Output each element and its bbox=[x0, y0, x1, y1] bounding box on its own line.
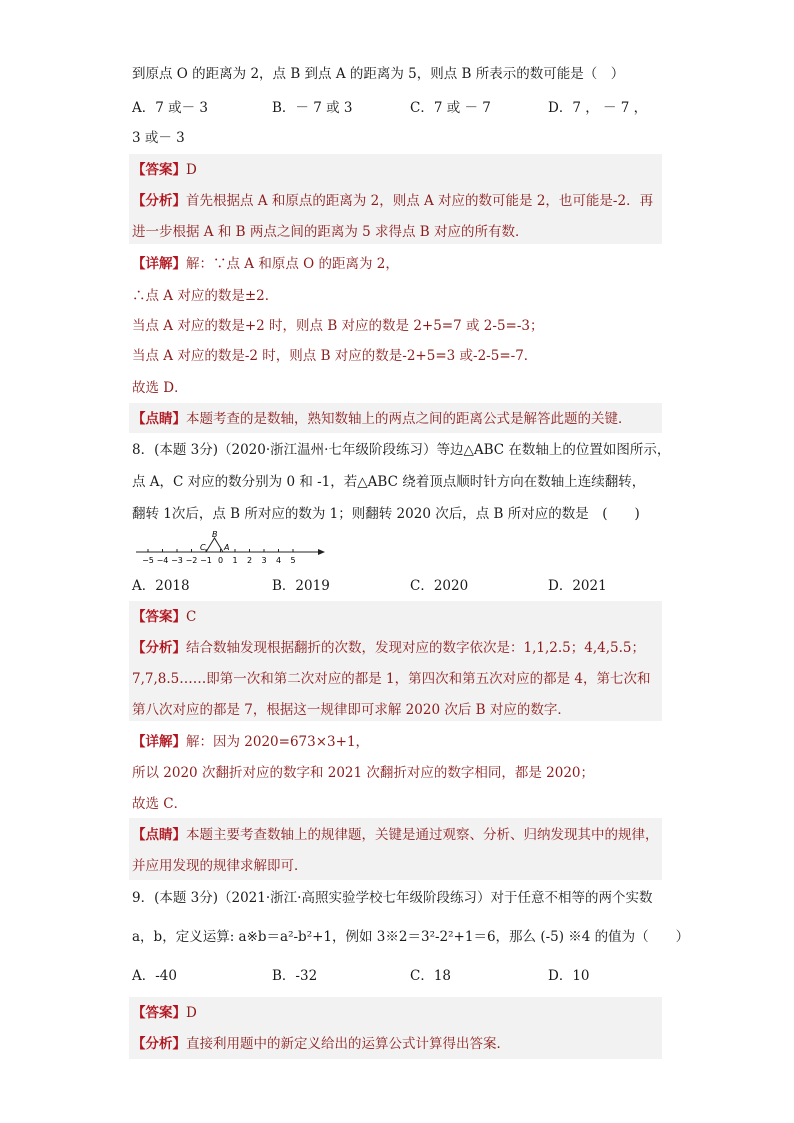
tick-label: −4 bbox=[156, 556, 169, 565]
answer-tag: 【答案】 bbox=[132, 1005, 186, 1021]
q9-stem-2: a，b，定义运算: a※b＝a²-b²+1，例如 3※2＝3²-2²+1＝6，那么 (-5) ※4 的值为（ ） bbox=[132, 929, 690, 945]
label-a: A bbox=[224, 543, 230, 552]
tick-label: 2 bbox=[246, 556, 253, 565]
q8-detail-1 bbox=[132, 732, 369, 752]
answer-value: D bbox=[186, 162, 197, 178]
analysis-text: 结合数轴发现根据翻折的次数，发现对应的数字依次是：1,1,2.5；4,4,5.5； bbox=[186, 640, 645, 656]
tick-label: 0 bbox=[217, 556, 224, 565]
tick-label: −1 bbox=[200, 556, 212, 565]
detail-text: 解：∵点 A 和原点 O 的距离为 2， bbox=[186, 256, 399, 272]
tick-label: −2 bbox=[185, 556, 198, 565]
q7-detail-1 bbox=[132, 254, 399, 274]
tick-label: −5 bbox=[142, 556, 154, 565]
q7-option-d-cont: 3 或－ 3 bbox=[132, 130, 185, 146]
q8-comment-1 bbox=[132, 825, 659, 845]
q7-option-b: B．－ 7 或 3 bbox=[272, 100, 353, 116]
answer-value: D bbox=[186, 1005, 197, 1021]
q8-option-d: D．2021 bbox=[548, 578, 607, 594]
tick-label: 4 bbox=[275, 556, 282, 565]
answer-value: C bbox=[186, 609, 197, 625]
q8-analysis-1 bbox=[132, 638, 645, 658]
answer-tag: 【答案】 bbox=[132, 162, 186, 178]
q7-analysis-1 bbox=[132, 191, 653, 211]
detail-tag: 【详解】 bbox=[132, 734, 186, 750]
tick-label: 3 bbox=[261, 556, 267, 565]
answer-tag: 【答案】 bbox=[132, 609, 186, 625]
q7-detail-4: 当点 A 对应的数是-2 时，则点 B 对应的数是-2+5=3 或-2-5=-7． bbox=[132, 348, 538, 364]
label-c: C bbox=[200, 543, 206, 552]
q8-answer bbox=[132, 607, 196, 627]
q7-comment bbox=[132, 409, 632, 429]
q8-detail-3: 故选 C． bbox=[132, 796, 188, 812]
detail-text: 解：因为 2020=673×3+1， bbox=[186, 734, 370, 750]
number-line-arrow bbox=[318, 549, 325, 555]
q7-option-d: D．7 ， － 7 ， bbox=[548, 100, 648, 116]
q8-analysis-3: 第八次对应的都是 7，根据这一规律即可求解 2020 次后 B 对应的数字． bbox=[132, 702, 571, 718]
comment-text: 本题考查的是数轴，熟知数轴上的两点之间的距离公式是解答此题的关键． bbox=[186, 411, 632, 427]
analysis-tag: 【分析】 bbox=[132, 640, 186, 656]
q8-option-c: C．2020 bbox=[410, 578, 469, 594]
q8-option-b: B．2019 bbox=[272, 578, 330, 594]
detail-tag: 【详解】 bbox=[132, 256, 186, 272]
q9-option-c: C．18 bbox=[410, 968, 452, 984]
comment-tag: 【点睛】 bbox=[132, 827, 186, 843]
q9-stem-1: 9．(本题 3分)（2021·浙江·高照实验学校七年级阶段练习）对于任意不相等的两个实数 bbox=[132, 890, 653, 906]
q8-detail-2: 所以 2020 次翻折对应的数字和 2021 次翻折对应的数字相同，都是 2020； bbox=[132, 765, 595, 781]
q8-comment-2: 并应用发现的规律求解即可． bbox=[132, 858, 308, 874]
number-line-figure bbox=[136, 530, 326, 570]
q7-stem: 到原点 O 的距离为 2，点 B 到点 A 的距离为 5，则点 B 所表示的数可能是（ ） bbox=[132, 66, 625, 82]
q9-answer bbox=[132, 1003, 197, 1023]
comment-tag: 【点睛】 bbox=[132, 411, 186, 427]
q8-analysis-2: 7,7,8.5……即第一次和第二次对应的都是 1，第四次和第五次对应的都是 4，第七次和 bbox=[132, 671, 651, 687]
tick-label: 5 bbox=[290, 556, 296, 565]
q8-stem-3: 翻转 1次后，点 B 所对应的数为 1；则翻转 2020 次后，点 B 所对应的数是 ( ) bbox=[132, 506, 640, 522]
q7-answer bbox=[132, 160, 197, 180]
number-line-ticks bbox=[142, 549, 295, 565]
q9-option-d: D．10 bbox=[548, 968, 590, 984]
analysis-tag: 【分析】 bbox=[132, 1036, 186, 1052]
tick-label: 1 bbox=[232, 556, 238, 565]
q9-option-a: A．-40 bbox=[132, 968, 177, 984]
q7-option-a: A．7 或－ 3 bbox=[132, 100, 209, 116]
label-b: B bbox=[212, 530, 218, 539]
q7-option-c: C．7 或 － 7 bbox=[410, 100, 491, 116]
comment-text: 本题主要考查数轴上的规律题，关键是通过观察、分析、归纳发现其中的规律， bbox=[186, 827, 659, 843]
q9-option-b: B．-32 bbox=[272, 968, 318, 984]
tick-label: −3 bbox=[171, 556, 183, 565]
q8-option-a: A．2018 bbox=[132, 578, 190, 594]
q9-analysis-1 bbox=[132, 1034, 510, 1054]
q7-detail-2: ∴点 A 对应的数是±2． bbox=[132, 288, 279, 304]
analysis-text: 首先根据点 A 和原点的距离为 2，则点 A 对应的数可能是 2，也可能是-2．再 bbox=[186, 193, 654, 209]
q8-stem-2: 点 A，C 对应的数分别为 0 和 -1，若△ABC 绕着顶点顺时针方向在数轴上连续翻转， bbox=[132, 474, 646, 490]
q8-stem-1: 8．(本题 3分)（2020·浙江温州·七年级阶段练习）等边△ABC 在数轴上的位置如图所示， bbox=[132, 442, 671, 458]
q7-analysis-2: 进一步根据 A 和 B 两点之间的距离为 5 求得点 B 对应的所有数． bbox=[132, 224, 529, 240]
q7-detail-3: 当点 A 对应的数是+2 时，则点 B 对应的数是 2+5=7 或 2-5=-3； bbox=[132, 318, 544, 334]
analysis-text: 直接利用题中的新定义给出的运算公式计算得出答案． bbox=[186, 1036, 510, 1052]
q7-detail-5: 故选 D． bbox=[132, 380, 188, 396]
analysis-tag: 【分析】 bbox=[132, 193, 186, 209]
